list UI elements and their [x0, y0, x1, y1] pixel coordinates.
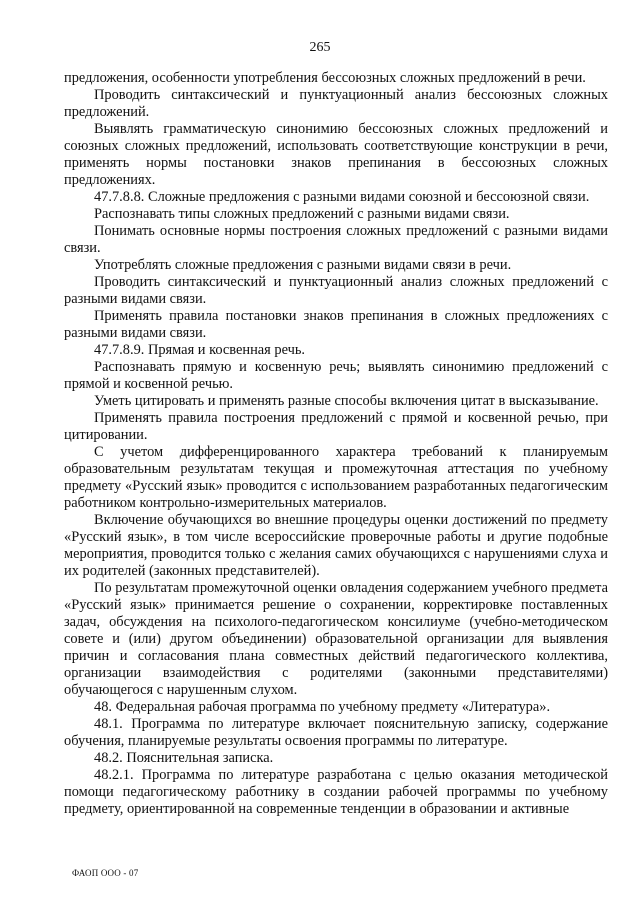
paragraph: Применять правила построения предложений с прямой и косвенной речью, при цитировании. [64, 410, 608, 443]
paragraph: Включение обучающихся во внешние процедуры оценки достижений по предмету «Русский язык», в том числе всероссийские проверочные работы и другие подобные мероприятия, проводится только с желания самих обучающихся с нарушениями слуха и их родителей (законных представителей). [64, 512, 608, 579]
section-heading-47-7-8-9: 47.7.8.9. Прямая и косвенная речь. [94, 342, 306, 358]
section-heading-48-2: 48.2. Пояснительная записка. [94, 750, 274, 766]
paragraph: Проводить синтаксический и пунктуационный анализ сложных предложений с разными видами связи. [64, 274, 608, 307]
paragraph: 48.2.1. Программа по литературе разработана с целью оказания методической помощи педагогическому работнику в создании рабочей программы по учебному предмету, ориентированной на современные тенденции в образовании и активные [64, 767, 608, 817]
footer-doc-code: ФАОП ООО - 07 [72, 868, 139, 878]
paragraph: Проводить синтаксический и пунктуационный анализ бессоюзных сложных предложений. [64, 87, 608, 120]
paragraph: Употреблять сложные предложения с разными видами связи в речи. [94, 257, 512, 273]
paragraph: Уметь цитировать и применять разные способы включения цитат в высказывание. [94, 393, 599, 409]
paragraph: По результатам промежуточной оценки овладения содержанием учебного предмета «Русский язык» принимается решение о сохранении, корректировке поставленных задач, обсуждения на психолого-педагогическом консилиуме (учебно-методическом совете и (или) другом объединении) образовательной организации для выявления причин и согласования плана совместных действий педагогического коллектива, организации взаимодействия с родителями (законными представителями) обучающегося с нарушенным слухом. [64, 580, 608, 698]
paragraph: Распознавать прямую и косвенную речь; выявлять синонимию предложений с прямой и косвенной речью. [64, 359, 608, 392]
paragraph: Применять правила постановки знаков препинания в сложных предложениях с разными видами связи. [64, 308, 608, 341]
body-text [64, 70, 608, 818]
paragraph: 48.1. Программа по литературе включает пояснительную записку, содержание обучения, планируемые результаты освоения программы по литературе. [64, 716, 608, 749]
paragraph: предложения, особенности употребления бессоюзных сложных предложений в речи. [64, 70, 586, 86]
paragraph: Выявлять грамматическую синонимию бессоюзных сложных предложений и союзных сложных предложений, использовать соответствующие конструкции в речи, применять нормы постановки знаков препинания в бессоюзных сложных предложениях. [64, 121, 608, 188]
section-heading-48: 48. Федеральная рабочая программа по учебному предмету «Литература». [94, 699, 551, 715]
paragraph: Понимать основные нормы построения сложных предложений с разными видами связи. [64, 223, 608, 256]
page-number: 265 [309, 40, 331, 55]
paragraph: Распознавать типы сложных предложений с разными видами связи. [94, 206, 510, 222]
paragraph: С учетом дифференцированного характера требований к планируемым образовательным результатам текущая и промежуточная аттестация по учебному предмету «Русский язык» проводится с использованием разработанных педагогическим работником контрольно-измерительных материалов. [64, 444, 608, 511]
section-heading-47-7-8-8: 47.7.8.8. Сложные предложения с разными видами союзной и бессоюзной связи. [94, 189, 590, 205]
